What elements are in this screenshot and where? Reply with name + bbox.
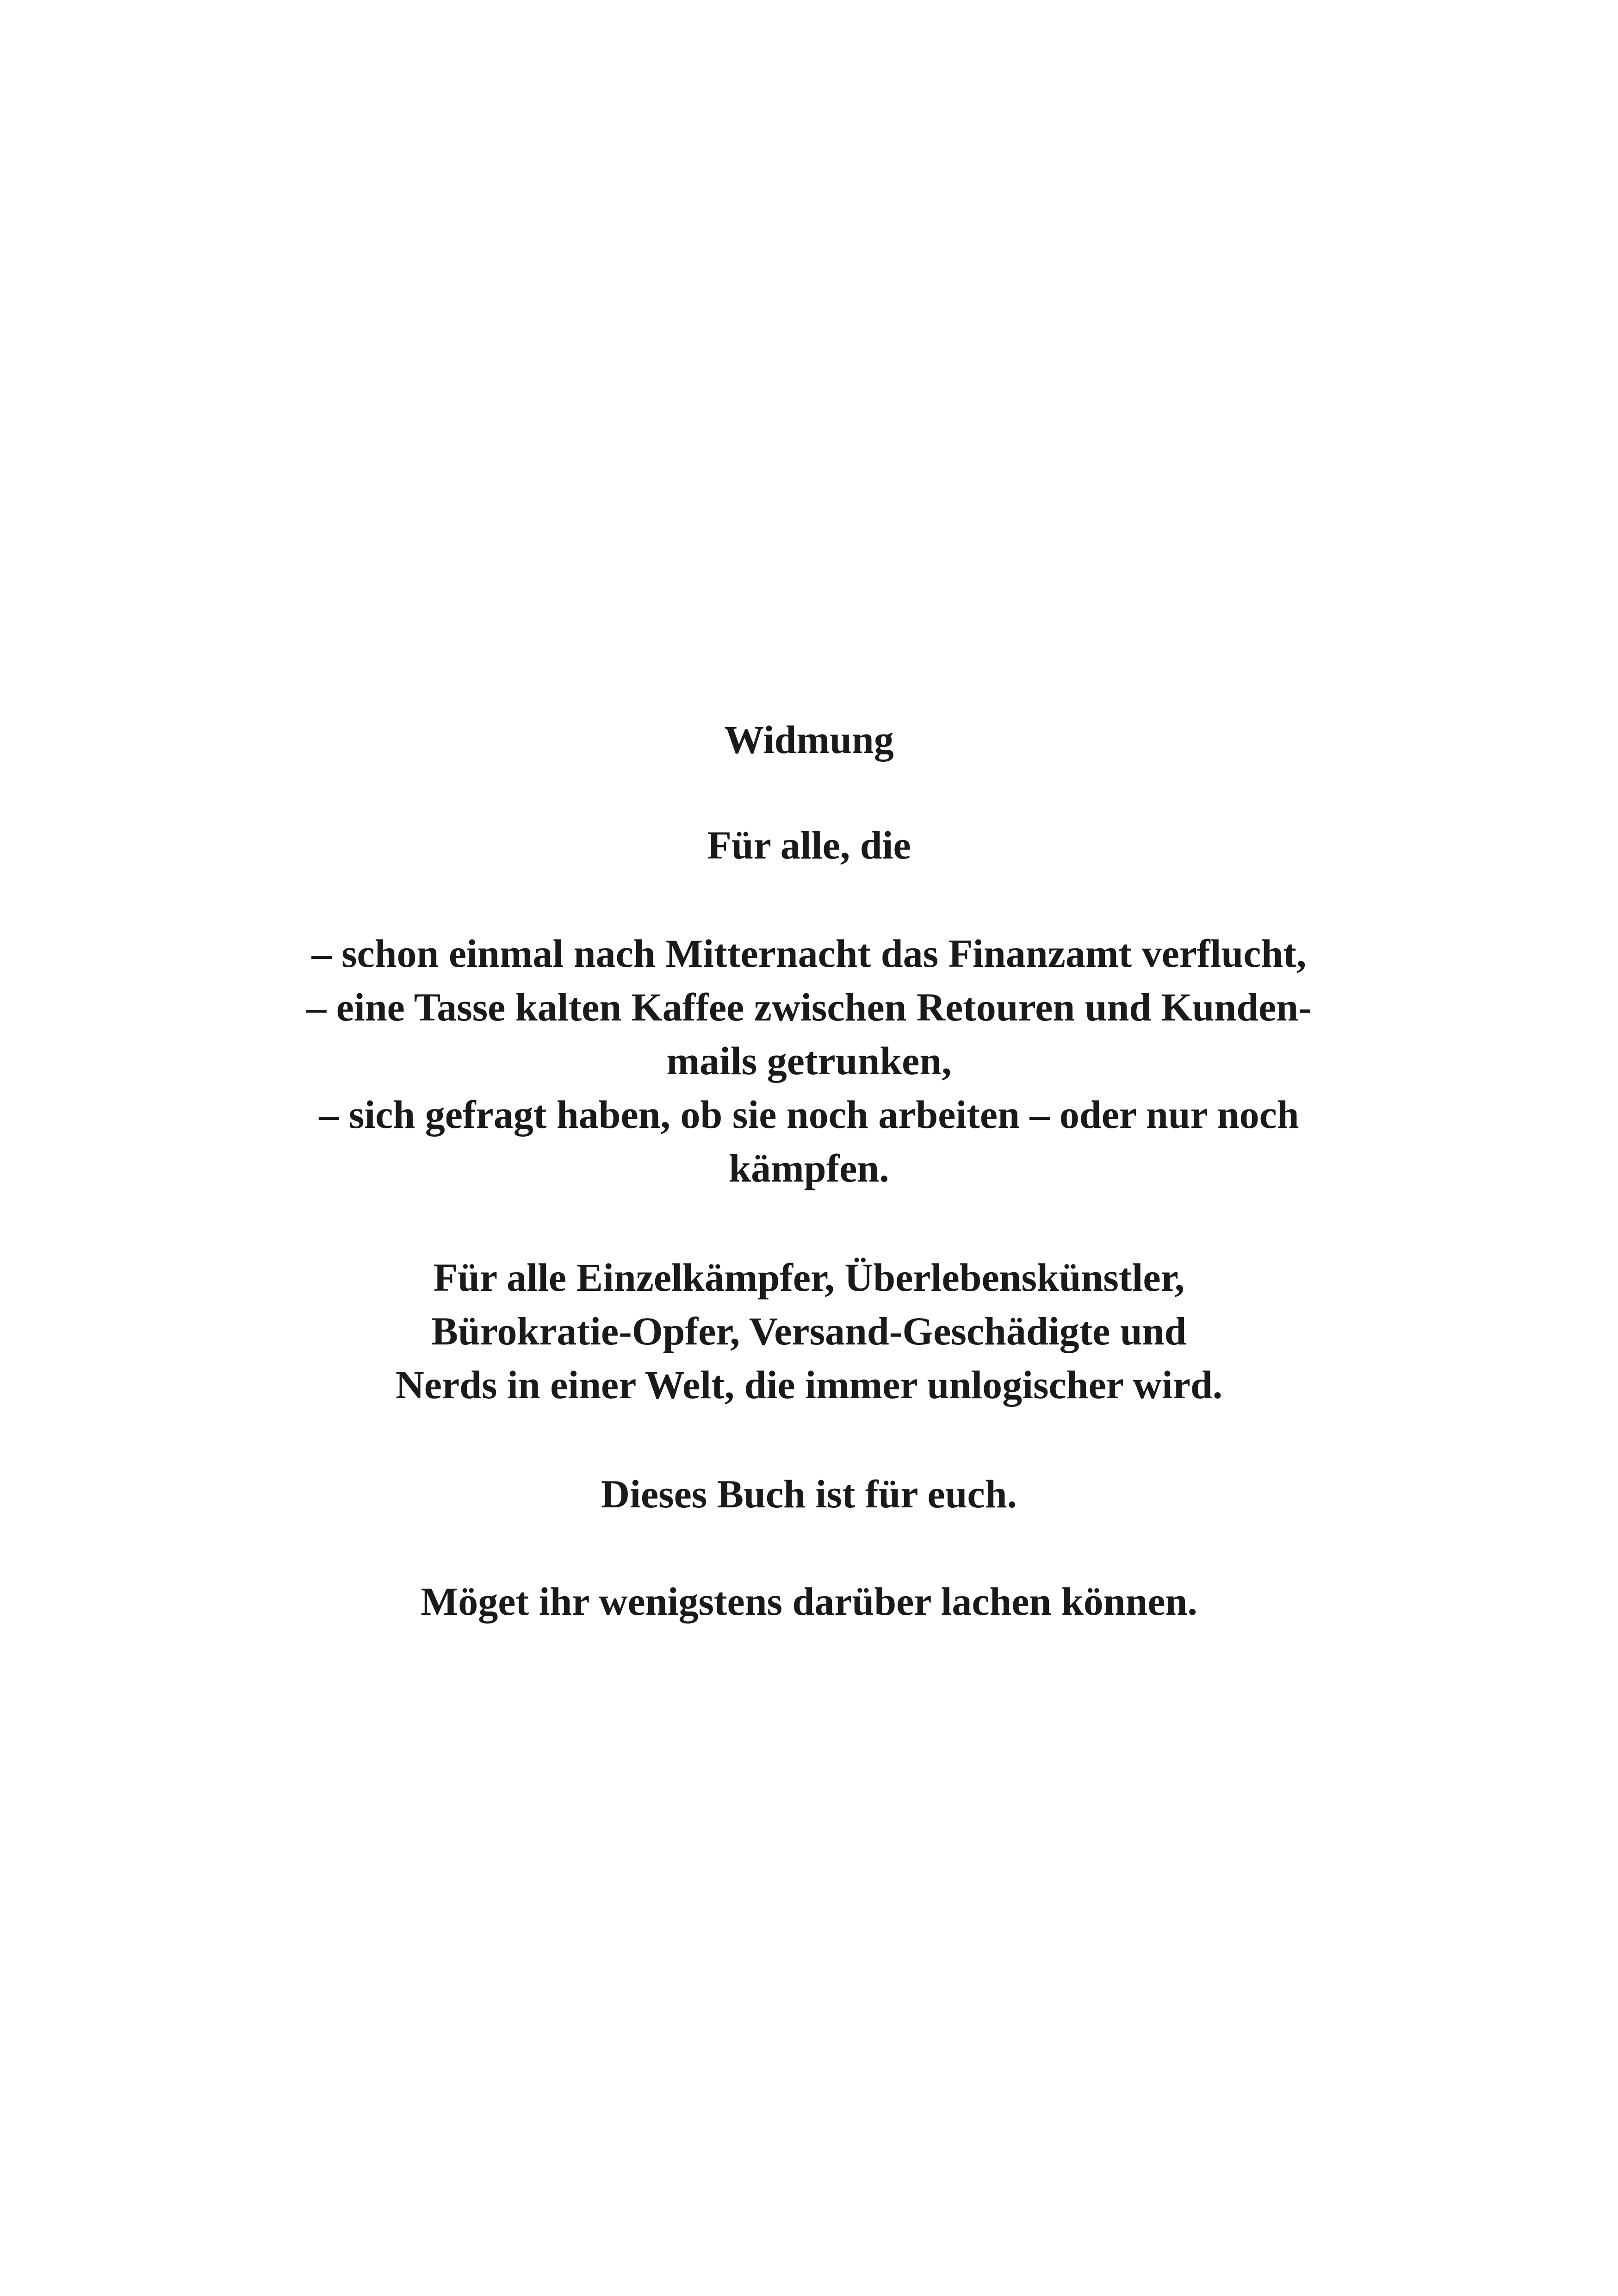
dedication-closing: Möget ihr wenigstens darüber lachen können. bbox=[421, 1579, 1197, 1624]
dedication-list-line-4: – sich gefragt haben, ob sie noch arbeiten – oder nur noch bbox=[319, 1092, 1299, 1137]
dedication-book-line: Dieses Buch ist für euch. bbox=[601, 1472, 1017, 1516]
dedication-list-line-5: kämpfen. bbox=[729, 1146, 889, 1190]
dedication-intro: Für alle, die bbox=[707, 823, 911, 867]
dedication-list-line-2: – eine Tasse kalten Kaffee zwischen Retouren und Kunden- bbox=[306, 985, 1312, 1029]
dedication-title: Widmung bbox=[724, 717, 894, 762]
dedication-groups-line-3: Nerds in einer Welt, die immer unlogischer wird. bbox=[395, 1363, 1223, 1407]
dedication-groups-line-2: Bürokratie-Opfer, Versand-Geschädigte und bbox=[431, 1309, 1187, 1353]
dedication-list-line-1: – schon einmal nach Mitternacht das Finanzamt verflucht, bbox=[311, 931, 1307, 976]
dedication-list-line-3: mails getrunken, bbox=[666, 1039, 952, 1083]
dedication-groups-line-1: Für alle Einzelkämpfer, Überlebenskünstler, bbox=[433, 1255, 1185, 1300]
